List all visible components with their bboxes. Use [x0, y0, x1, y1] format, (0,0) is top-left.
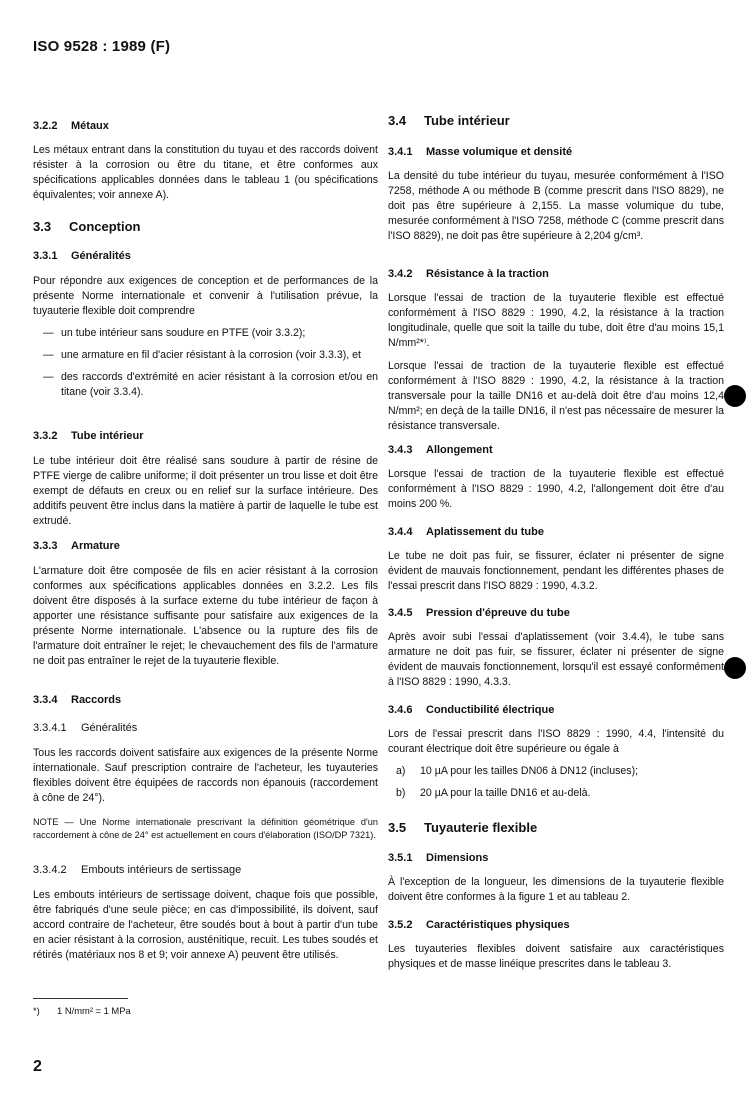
section-heading: 3.3 Conception	[33, 219, 141, 234]
paragraph: Après avoir subi l'essai d'aplatissement (voir 3.4.4), le tube sans armature ne doit pas fuir, se fissurer, éclater ni présenter de signe évident de mauvais fonctionnement, lorsqu'il est essayé conformément à l'ISO 8829 : 1990, 4.3.3.	[388, 631, 724, 688]
section-3-4-2	[388, 268, 724, 434]
section-heading: 3.3.2 Tube intérieur	[33, 430, 144, 442]
section-heading: 3.3.4 Raccords	[33, 694, 122, 706]
section-heading: 3.4.2 Résistance à la traction	[388, 268, 549, 280]
footnote-rule	[33, 998, 128, 999]
paragraph: Les tuyauteries flexibles doivent satisfaire aux caractéristiques physiques et de masse linéique prescrites dans le tableau 3.	[388, 943, 724, 970]
note: NOTE — Une Norme internationale prescrivant la définition géométrique d'un raccordement à cône de 24° est actuellement en cours d'élaboration (ISO/DP 7321).	[33, 817, 378, 840]
section-3-5-1	[388, 852, 724, 905]
list-item: a) 10 µA pour les tailles DN06 à DN12 (incluses);	[396, 765, 639, 777]
paragraph: Le tube intérieur doit être réalisé sans soudure à partir de résine de PTFE vierge de calibre uniforme; il doit présenter un trou lisse et doit être exempt de défauts en creux ou en relief sur la surface intérieure. Des additifs peuvent être inclus dans la matière à partir de laquelle le tube est extrudé.	[33, 455, 378, 527]
paragraph: Tous les raccords doivent satisfaire aux exigences de la présente Norme internationale. Sauf prescription contraire de l'acheteur, les tuyauteries flexibles doivent être équipées de raccords non épanouis (raccordement à cône de 24°).	[33, 747, 378, 804]
section-3-3-2	[33, 430, 378, 529]
paragraph: Le tube ne doit pas fuir, se fissurer, éclater ni présenter de signe évident de mauvais fonctionnement, pendant les différentes phases de l'essai prescrit dans l'ISO 8829 : 1990, 4.3.2.	[388, 550, 724, 592]
section-3-4-1	[388, 146, 724, 244]
section-heading: 3.5.1 Dimensions	[388, 852, 489, 864]
section-heading: 3.3.4.1 Généralités	[33, 722, 138, 734]
paragraph: Lors de l'essai prescrit dans l'ISO 8829 : 1990, 4.4, l'intensité du courant électrique doit être supérieure ou égale à	[388, 728, 724, 755]
section-heading: 3.2.2 Métaux	[33, 120, 109, 132]
section-3-4-5	[388, 607, 724, 690]
section-heading: 3.3.1 Généralités	[33, 250, 131, 262]
section-heading: 3.4.1 Masse volumique et densité	[388, 146, 573, 158]
section-3-5-2	[388, 919, 724, 972]
section-3-3-4-1	[33, 722, 378, 842]
section-3-3-1	[33, 250, 378, 400]
section-3-4-3	[388, 444, 724, 512]
paragraph: Lorsque l'essai de traction de la tuyauterie flexible est effectué conformément à l'ISO 8829 : 1990, 4.2, la résistance à la traction longitudinale, quelle que soit la taille du tube, doit être d'au moins 15,1 N/mm²*⁾.	[388, 292, 724, 349]
section-3-3-4-2	[33, 864, 378, 963]
section-heading: 3.3.4.2 Embouts intérieurs de sertissage	[33, 864, 242, 876]
document-header: ISO 9528 : 1989 (F)	[33, 38, 171, 55]
list-item: — un tube intérieur sans soudure en PTFE (voir 3.3.2);	[43, 327, 306, 339]
section-3-5	[388, 820, 724, 835]
paragraph: Pour répondre aux exigences de conception et de performances de la présente Norme internationale et convenir à l'utilisation prévue, la tuyauterie flexible doit comprendre	[33, 275, 378, 317]
section-heading: 3.4.6 Conductibilité électrique	[388, 704, 555, 716]
section-3-2-2	[33, 120, 378, 203]
section-3-4-6	[388, 704, 724, 801]
section-heading: 3.4.3 Allongement	[388, 444, 493, 456]
section-3-3-4	[33, 694, 378, 706]
section-3-3	[33, 219, 378, 234]
paragraph: À l'exception de la longueur, les dimensions de la tuyauterie flexible doivent être conformes à la figure 1 et au tableau 2.	[388, 876, 724, 903]
section-heading: 3.4.4 Aplatissement du tube	[388, 526, 544, 538]
paragraph: Lorsque l'essai de traction de la tuyauterie flexible est effectué conformément à l'ISO 8829 : 1990, 4.2, l'allongement doit être d'au moins 200 %.	[388, 468, 724, 510]
paragraph: L'armature doit être composée de fils en acier résistant à la corrosion conformes aux spécifications applicables données en 3.2.2. Les fils doivent être disposés à la surface externe du tube intérieur de façon à apporter une résistance suffisante pour satisfaire aux exigences de la présente Norme internationale. L'absence ou la rupture des fils de l'armature doit entraîner le rejet; le chevauchement des fils de l'armature ne doit pas entraîner le rejet de la tuyauterie flexible.	[33, 565, 378, 667]
list-item: b) 20 µA pour la taille DN16 et au-delà.	[396, 787, 591, 799]
paragraph: Les embouts intérieurs de sertissage doivent, chaque fois que possible, être fabriqués d'une seule pièce; en cas d'impossibilité, ils doivent, sauf accord contraire de l'acheteur, être soudés bout à bout à partir d'un tube en acier résistant à la corrosion, austénitique, recuit. Les tubes soudés et rétirés (matériaux nos 8 et 9; voir annexe A) peuvent être utilisés.	[33, 889, 378, 961]
paragraph: Les métaux entrant dans la constitution du tuyau et des raccords doivent résister à la corrosion ou être du titane, et être conformes aux spécifications applicables données dans le tableau 1 (ou spécifications équivalentes; voir annexe A).	[33, 144, 378, 201]
change-marker-icon	[724, 657, 746, 679]
section-heading: 3.5.2 Caractéristiques physiques	[388, 919, 570, 931]
section-heading: 3.4 Tube intérieur	[388, 113, 510, 128]
list-item: — une armature en fil d'acier résistant à la corrosion (voir 3.3.3), et	[43, 349, 361, 361]
section-heading: 3.4.5 Pression d'épreuve du tube	[388, 607, 570, 619]
section-heading: 3.3.3 Armature	[33, 540, 120, 552]
section-3-3-3	[33, 540, 378, 669]
change-marker-icon	[724, 385, 746, 407]
section-3-4-4	[388, 526, 724, 594]
paragraph: Lorsque l'essai de traction de la tuyauterie flexible est effectué conformément à l'ISO 8829 : 1990, 4.2, la résistance à la traction transversale pour la taille DN16 et au-delà doit être d'au moins 12,4 N/mm²; en deçà de la taille DN16, il n'est pas nécessaire de mesurer la résistance transversale.	[388, 360, 724, 432]
list-item: — des raccords d'extrémité en acier résistant à la corrosion et/ou en titane (voir 3.3.4).	[43, 371, 378, 398]
footnote: *) 1 N/mm² = 1 MPa	[33, 1005, 131, 1016]
page-number: 2	[33, 1058, 42, 1075]
section-heading: 3.5 Tuyauterie flexible	[388, 820, 538, 835]
paragraph: La densité du tube intérieur du tuyau, mesurée conformément à l'ISO 7258, méthode A ou méthode B (comme prescrit dans l'ISO 8829), ne doit pas être supérieure à 2,155. La masse volumique du tube, mesurée conformément à l'ISO 7258, méthode C (comme prescrit dans l'ISO 8829), ne doit pas être supérieure à 2,204 g/cm³.	[388, 170, 724, 242]
section-3-4	[388, 113, 724, 128]
